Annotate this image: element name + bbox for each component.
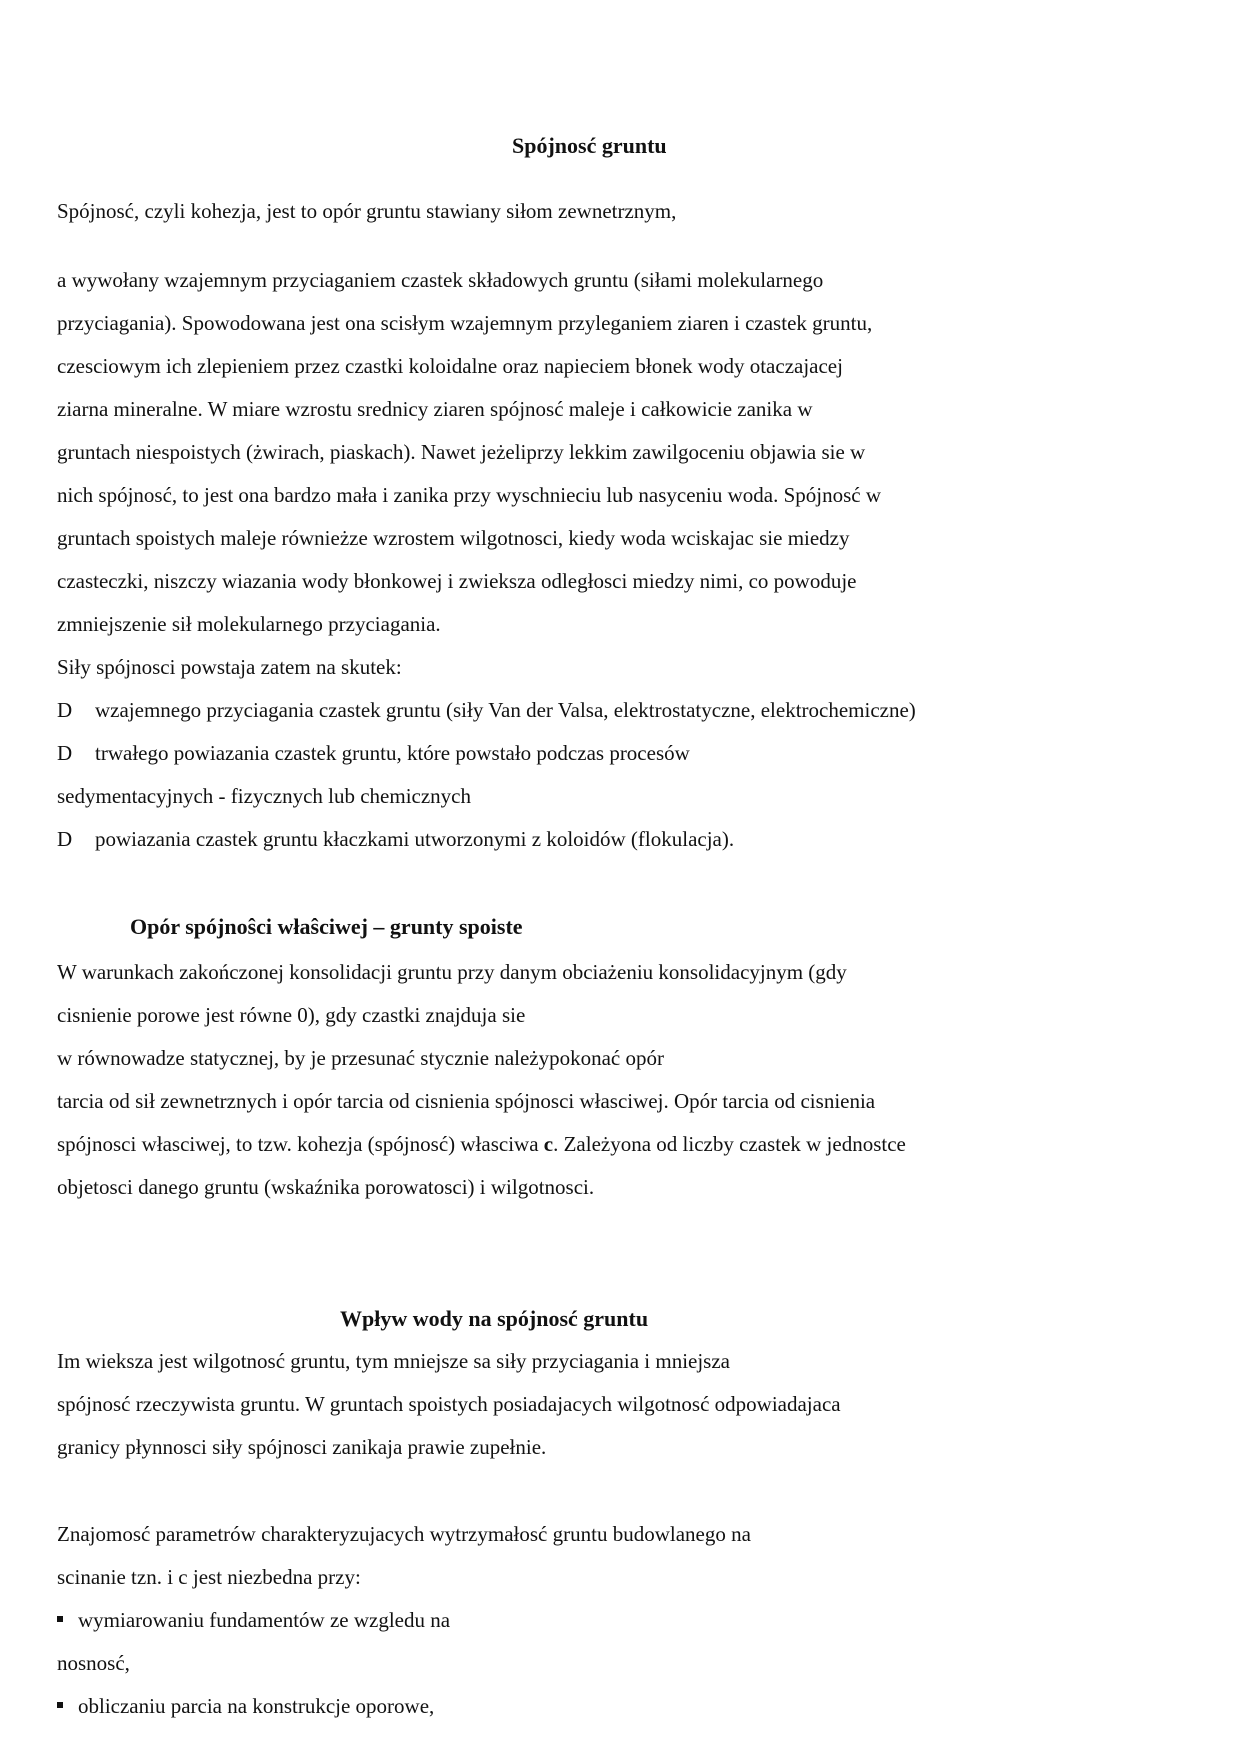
bullet-marker: D bbox=[57, 827, 73, 851]
paragraph-line: ziarna mineralne. W miare wzrostu srednicy ziaren spójnosć maleje i całkowicie zanika w bbox=[57, 397, 813, 421]
text-segment: . Zależyona od liczby czastek w jednostce bbox=[553, 1132, 906, 1156]
list-item-text: wymiarowaniu fundamentów ze wzgledu na bbox=[78, 1608, 451, 1632]
paragraph-line: spójnosć rzeczywista gruntu. W gruntach spoistych posiadajacych wilgotnosć odpowiadajaca bbox=[57, 1392, 841, 1416]
bullet-square-icon bbox=[57, 1616, 63, 1622]
paragraph-line: w równowadze statycznej, by je przesunać stycznie należypokonać opór bbox=[57, 1046, 665, 1070]
paragraph-line: a wywołany wzajemnym przyciaganiem czastek składowych gruntu (siłami molekularnego bbox=[57, 268, 824, 292]
paragraph-line: scinanie tzn. i c jest niezbedna przy: bbox=[57, 1565, 361, 1589]
paragraph-line: objetosci danego gruntu (wskaźnika porowatosci) i wilgotnosci. bbox=[57, 1175, 595, 1199]
list-item-text: wzajemnego przyciagania czastek gruntu (siły Van der Valsa, elektrostatyczne, elektrochemiczne) bbox=[95, 698, 916, 722]
cohesion-symbol: c bbox=[543, 1132, 554, 1156]
list-item-text: powiazania czastek gruntu kłaczkami utworzonymi z koloidów (flokulacja). bbox=[95, 827, 735, 851]
bullet-square-icon bbox=[57, 1702, 63, 1708]
paragraph-line: W warunkach zakończonej konsolidacji gruntu przy danym obciażeniu konsolidacyjnym (gdy bbox=[57, 960, 847, 984]
paragraph-line: zmniejszenie sił molekularnego przyciagania. bbox=[57, 612, 441, 636]
paragraph-line: czasteczki, niszczy wiazania wody błonkowej i zwieksza odległosci miedzy nimi, co powoduje bbox=[57, 569, 857, 593]
list-item bbox=[57, 826, 734, 852]
paragraph-line: czesciowym ich zlepieniem przez czastki koloidalne oraz napieciem błonek wody otaczajacej bbox=[57, 354, 843, 378]
paragraph-line: granicy płynnosci siły spójnosci zanikaja prawie zupełnie. bbox=[57, 1435, 547, 1459]
list-item bbox=[57, 697, 916, 723]
text-segment: spójnosci własciwej, to tzw. kohezja (spójnosć) własciwa bbox=[57, 1132, 544, 1156]
paragraph-line: gruntach niespoistych (żwirach, piaskach). Nawet jeżeliprzy lekkim zawilgoceniu objawia sie w bbox=[57, 440, 866, 464]
list-item bbox=[57, 1693, 434, 1719]
paragraph-line bbox=[57, 1131, 906, 1157]
paragraph-line: Im wieksza jest wilgotnosć gruntu, tym mniejsze sa siły przyciagania i mniejsza bbox=[57, 1349, 730, 1373]
paragraph-line: przyciagania). Spowodowana jest ona scisłym wzajemnym przyleganiem ziaren i czastek gruntu, bbox=[57, 311, 873, 335]
section-title-resistance: Opór spójnoŝci właŝciwej – grunty spoiste bbox=[130, 914, 523, 939]
list-item-text: obliczaniu parcia na konstrukcje oporowe, bbox=[78, 1694, 435, 1718]
paragraph-line: Spójnosć, czyli kohezja, jest to opór gruntu stawiany siłom zewnetrznym, bbox=[57, 199, 677, 223]
paragraph-line: Znajomosć parametrów charakteryzujacych wytrzymałosć gruntu budowlanego na bbox=[57, 1522, 751, 1546]
list-item-text: trwałego powiazania czastek gruntu, które powstało podczas procesów bbox=[95, 741, 690, 765]
list-intro: Siły spójnosci powstaja zatem na skutek: bbox=[57, 655, 402, 679]
list-item bbox=[57, 740, 690, 766]
section-title-water: Wpływ wody na spójnosć gruntu bbox=[340, 1306, 649, 1331]
section-title-cohesion: Spójnosć gruntu bbox=[512, 133, 667, 158]
list-item-continuation: sedymentacyjnych - fizycznych lub chemicznych bbox=[57, 784, 471, 808]
paragraph-line: tarcia od sił zewnetrznych i opór tarcia od cisnienia spójnosci własciwej. Opór tarcia od cisnienia bbox=[57, 1089, 876, 1113]
paragraph-line: nich spójnosć, to jest ona bardzo mała i zanika przy wyschnieciu lub nasyceniu woda. Spójnosć w bbox=[57, 483, 882, 507]
bullet-marker: D bbox=[57, 741, 73, 765]
list-item bbox=[57, 1607, 450, 1633]
list-item-continuation: nosnosć, bbox=[57, 1651, 130, 1675]
paragraph-line: gruntach spoistych maleje równieżze wzrostem wilgotnosci, kiedy woda wciskajac sie miedzy bbox=[57, 526, 850, 550]
bullet-marker: D bbox=[57, 698, 73, 722]
paragraph-line: cisnienie porowe jest równe 0), gdy czastki znajduja sie bbox=[57, 1003, 526, 1027]
